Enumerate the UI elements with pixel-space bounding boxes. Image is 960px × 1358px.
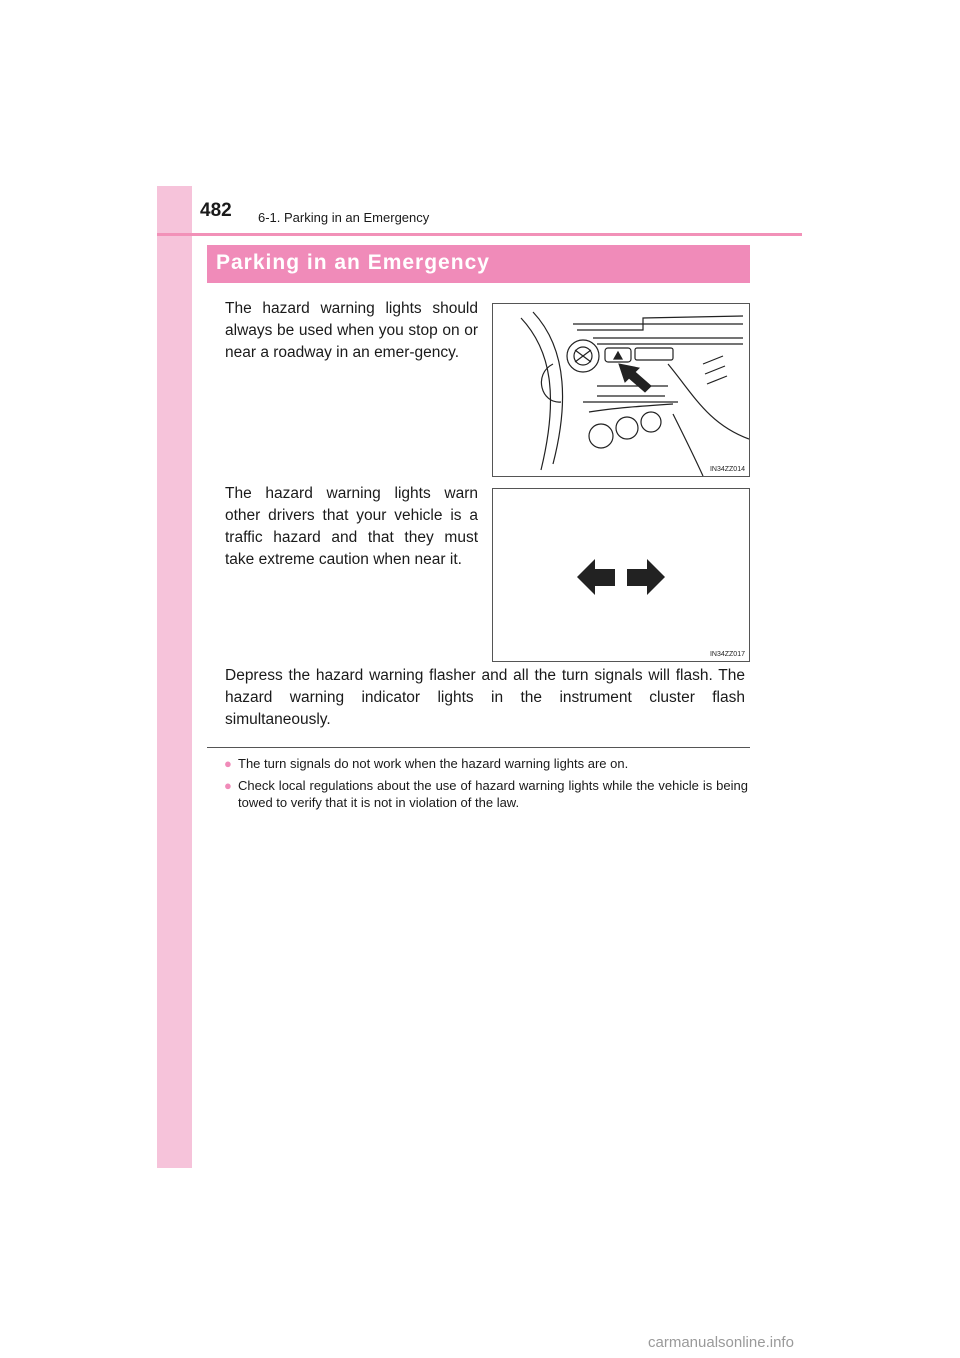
note-text: Check local regulations about the use of hazard warning lights while the vehicle is being towed to verify that it is not in violation of the law. — [238, 778, 748, 810]
chapter-side-tab — [157, 186, 192, 1168]
header-rule — [157, 233, 802, 236]
turn-signal-arrows-icon — [493, 489, 749, 661]
paragraph-3: Depress the hazard warning flasher and all the turn signals will flash. The hazard warning indicator lights in the instrument cluster flash simultaneously. — [225, 667, 745, 728]
bullet-icon: ● — [224, 778, 232, 793]
section-title: Parking in an Emergency — [216, 251, 490, 274]
note-item — [224, 755, 748, 772]
running-head: 6-1. Parking in an Emergency — [258, 210, 430, 225]
page-number: 482 — [200, 200, 232, 221]
paragraph-2: The hazard warning lights warn other drivers that your vehicle is a traffic hazard and that they must take extreme caution when near it. — [225, 485, 478, 568]
figure-code: IN34ZZ014 — [709, 466, 745, 473]
bullet-icon: ● — [224, 756, 232, 771]
figure-code: IN34ZZ017 — [709, 651, 745, 658]
watermark: carmanualsonline.info — [648, 1334, 794, 1351]
figure-hazard-switch — [492, 303, 750, 477]
notes-divider — [207, 747, 750, 748]
figure-turn-signals — [492, 488, 750, 662]
hazard-switch-dashboard-icon — [493, 304, 749, 476]
note-item — [224, 777, 748, 811]
note-text: The turn signals do not work when the hazard warning lights are on. — [238, 756, 629, 771]
paragraph-1: The hazard warning lights should always be used when you stop on or near a roadway in an emer-gency. — [225, 300, 478, 361]
